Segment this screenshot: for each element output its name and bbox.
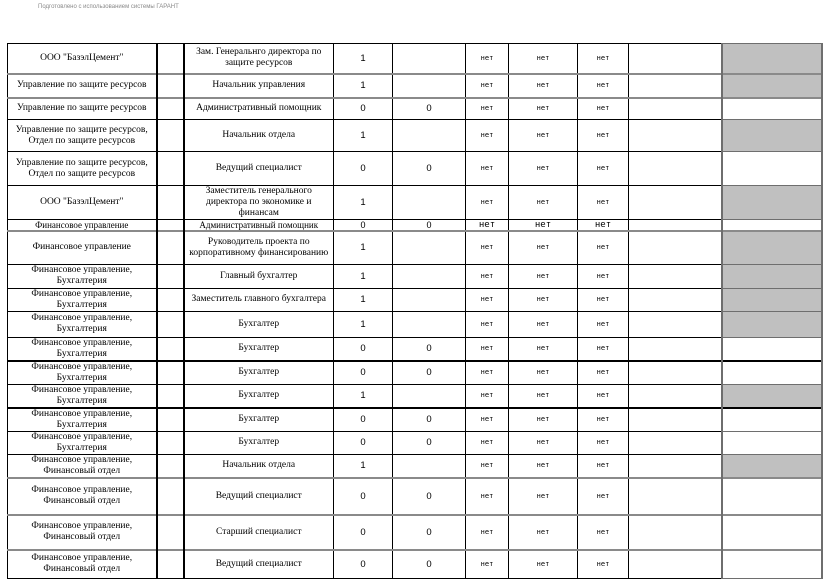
shaded-marker-cell — [722, 408, 822, 432]
flag-a-cell: нет — [466, 311, 509, 337]
flag-c-cell: нет — [578, 311, 629, 337]
department-cell: Финансовое управление, Бухгалтерия — [8, 408, 157, 432]
flag-b-cell: нет — [509, 120, 578, 152]
flag-a-cell: нет — [466, 454, 509, 478]
flag-b-cell: нет — [509, 550, 578, 579]
table-row — [8, 120, 822, 152]
position-cell: Старший специалист — [184, 515, 334, 550]
table-row — [8, 220, 822, 232]
table-row — [8, 361, 822, 385]
shaded-marker-cell — [722, 264, 822, 288]
vacancy-cell — [393, 74, 466, 98]
note-cell — [629, 152, 722, 186]
shaded-marker-cell — [722, 186, 822, 220]
table-row — [8, 337, 822, 361]
position-cell: Бухгалтер — [184, 361, 334, 385]
staffing-table — [7, 43, 823, 579]
shaded-marker-cell — [722, 98, 822, 120]
table-row — [8, 98, 822, 120]
vacancy-cell — [393, 288, 466, 311]
table-row — [8, 264, 822, 288]
flag-c-cell: нет — [578, 98, 629, 120]
department-cell: Финансовое управление, Бухгалтерия — [8, 311, 157, 337]
note-cell — [629, 288, 722, 311]
flag-b-cell: нет — [509, 44, 578, 74]
flag-b-cell: нет — [509, 74, 578, 98]
staff-count-cell: 1 — [334, 74, 393, 98]
department-cell: Финансовое управление — [8, 220, 157, 232]
shaded-marker-cell — [722, 152, 822, 186]
note-cell — [629, 408, 722, 432]
department-cell: Финансовое управление, Бухгалтерия — [8, 361, 157, 385]
vacancy-cell — [393, 44, 466, 74]
table-row — [8, 152, 822, 186]
blank-cell — [157, 454, 184, 478]
flag-b-cell: нет — [509, 231, 578, 264]
staff-count-cell: 0 — [334, 337, 393, 361]
flag-c-cell: нет — [578, 186, 629, 220]
blank-cell — [157, 186, 184, 220]
flag-c-cell: нет — [578, 288, 629, 311]
staff-count-cell: 0 — [334, 515, 393, 550]
flag-b-cell: нет — [509, 264, 578, 288]
department-cell: Управление по защите ресурсов, Отдел по защите ресурсов — [8, 152, 157, 186]
note-cell — [629, 220, 722, 232]
flag-a-cell: нет — [466, 408, 509, 432]
flag-c-cell: нет — [578, 231, 629, 264]
staff-count-cell: 1 — [334, 311, 393, 337]
note-cell — [629, 361, 722, 385]
flag-a-cell: нет — [466, 431, 509, 454]
flag-b-cell: нет — [509, 384, 578, 408]
flag-b-cell: нет — [509, 186, 578, 220]
shaded-marker-cell — [722, 515, 822, 550]
flag-b-cell: нет — [509, 431, 578, 454]
staff-count-cell: 0 — [334, 220, 393, 232]
staff-count-cell: 1 — [334, 288, 393, 311]
note-cell — [629, 515, 722, 550]
blank-cell — [157, 515, 184, 550]
vacancy-cell — [393, 231, 466, 264]
shaded-marker-cell — [722, 44, 822, 74]
flag-b-cell: нет — [509, 220, 578, 232]
department-cell: Управление по защите ресурсов — [8, 74, 157, 98]
shaded-marker-cell — [722, 361, 822, 385]
position-cell: Бухгалтер — [184, 384, 334, 408]
flag-a-cell: нет — [466, 74, 509, 98]
vacancy-cell: 0 — [393, 431, 466, 454]
department-cell: Управление по защите ресурсов, Отдел по защите ресурсов — [8, 120, 157, 152]
flag-b-cell: нет — [509, 311, 578, 337]
vacancy-cell — [393, 264, 466, 288]
flag-c-cell: нет — [578, 384, 629, 408]
department-cell: ООО "БазэлЦемент" — [8, 186, 157, 220]
blank-cell — [157, 431, 184, 454]
staff-count-cell: 0 — [334, 478, 393, 515]
vacancy-cell: 0 — [393, 152, 466, 186]
vacancy-cell — [393, 311, 466, 337]
flag-b-cell: нет — [509, 288, 578, 311]
department-cell: Финансовое управление — [8, 231, 157, 264]
blank-cell — [157, 288, 184, 311]
table-row — [8, 186, 822, 220]
flag-b-cell: нет — [509, 337, 578, 361]
staff-count-cell: 1 — [334, 384, 393, 408]
flag-a-cell: нет — [466, 337, 509, 361]
table-row — [8, 384, 822, 408]
staff-count-cell: 0 — [334, 550, 393, 579]
flag-b-cell: нет — [509, 478, 578, 515]
staff-count-cell: 1 — [334, 454, 393, 478]
note-cell — [629, 120, 722, 152]
note-cell — [629, 550, 722, 579]
shaded-marker-cell — [722, 384, 822, 408]
vacancy-cell: 0 — [393, 515, 466, 550]
vacancy-cell: 0 — [393, 220, 466, 232]
position-cell: Начальник отдела — [184, 454, 334, 478]
flag-a-cell: нет — [466, 550, 509, 579]
vacancy-cell: 0 — [393, 361, 466, 385]
vacancy-cell: 0 — [393, 478, 466, 515]
blank-cell — [157, 478, 184, 515]
flag-a-cell: нет — [466, 98, 509, 120]
flag-a-cell: нет — [466, 384, 509, 408]
table-row — [8, 311, 822, 337]
department-cell: Финансовое управление, Бухгалтерия — [8, 384, 157, 408]
flag-c-cell: нет — [578, 44, 629, 74]
flag-c-cell: нет — [578, 337, 629, 361]
department-cell: Финансовое управление, Финансовый отдел — [8, 550, 157, 579]
flag-a-cell: нет — [466, 515, 509, 550]
department-cell: Управление по защите ресурсов — [8, 98, 157, 120]
note-cell — [629, 186, 722, 220]
table-row — [8, 550, 822, 579]
flag-c-cell: нет — [578, 431, 629, 454]
position-cell: Заместитель генерального директора по экономике и финансам — [184, 186, 334, 220]
shaded-marker-cell — [722, 220, 822, 232]
blank-cell — [157, 231, 184, 264]
flag-b-cell: нет — [509, 408, 578, 432]
vacancy-cell: 0 — [393, 98, 466, 120]
position-cell: Зам. Генеральнго директора по защите ресурсов — [184, 44, 334, 74]
shaded-marker-cell — [722, 454, 822, 478]
shaded-marker-cell — [722, 288, 822, 311]
staff-count-cell: 1 — [334, 264, 393, 288]
flag-b-cell: нет — [509, 152, 578, 186]
flag-c-cell: нет — [578, 550, 629, 579]
position-cell: Бухгалтер — [184, 337, 334, 361]
flag-a-cell: нет — [466, 264, 509, 288]
department-cell: Финансовое управление, Финансовый отдел — [8, 454, 157, 478]
blank-cell — [157, 337, 184, 361]
flag-a-cell: нет — [466, 220, 509, 232]
blank-cell — [157, 98, 184, 120]
staff-count-cell: 1 — [334, 231, 393, 264]
flag-a-cell: нет — [466, 152, 509, 186]
flag-a-cell: нет — [466, 478, 509, 515]
vacancy-cell — [393, 120, 466, 152]
flag-a-cell: нет — [466, 231, 509, 264]
table-row — [8, 74, 822, 98]
position-cell: Ведущий специалист — [184, 152, 334, 186]
shaded-marker-cell — [722, 74, 822, 98]
vacancy-cell: 0 — [393, 337, 466, 361]
table-row — [8, 454, 822, 478]
position-cell: Руководитель проекта по корпоративному финансированию — [184, 231, 334, 264]
flag-c-cell: нет — [578, 74, 629, 98]
flag-c-cell: нет — [578, 152, 629, 186]
position-cell: Административный помощник — [184, 98, 334, 120]
note-cell — [629, 231, 722, 264]
blank-cell — [157, 361, 184, 385]
flag-b-cell: нет — [509, 361, 578, 385]
department-cell: Финансовое управление, Финансовый отдел — [8, 515, 157, 550]
blank-cell — [157, 550, 184, 579]
staff-count-cell: 1 — [334, 120, 393, 152]
blank-cell — [157, 120, 184, 152]
flag-b-cell: нет — [509, 98, 578, 120]
garant-footer-note: Подготовлено с использованием системы ГАРАНТ — [38, 4, 179, 10]
position-cell: Ведущий специалист — [184, 478, 334, 515]
shaded-marker-cell — [722, 311, 822, 337]
table-row — [8, 478, 822, 515]
staff-count-cell: 1 — [334, 44, 393, 74]
department-cell: Финансовое управление, Финансовый отдел — [8, 478, 157, 515]
position-cell: Ведущий специалист — [184, 550, 334, 579]
blank-cell — [157, 152, 184, 186]
flag-b-cell: нет — [509, 515, 578, 550]
blank-cell — [157, 44, 184, 74]
table-row — [8, 288, 822, 311]
note-cell — [629, 44, 722, 74]
flag-c-cell: нет — [578, 361, 629, 385]
vacancy-cell — [393, 186, 466, 220]
flag-c-cell: нет — [578, 264, 629, 288]
shaded-marker-cell — [722, 337, 822, 361]
flag-c-cell: нет — [578, 478, 629, 515]
shaded-marker-cell — [722, 478, 822, 515]
blank-cell — [157, 408, 184, 432]
vacancy-cell: 0 — [393, 550, 466, 579]
flag-b-cell: нет — [509, 454, 578, 478]
vacancy-cell — [393, 454, 466, 478]
staff-count-cell: 1 — [334, 186, 393, 220]
flag-c-cell: нет — [578, 515, 629, 550]
note-cell — [629, 264, 722, 288]
blank-cell — [157, 220, 184, 232]
staff-count-cell: 0 — [334, 152, 393, 186]
flag-a-cell: нет — [466, 361, 509, 385]
staff-count-cell: 0 — [334, 431, 393, 454]
note-cell — [629, 74, 722, 98]
flag-a-cell: нет — [466, 288, 509, 311]
note-cell — [629, 311, 722, 337]
table-row — [8, 515, 822, 550]
position-cell: Бухгалтер — [184, 311, 334, 337]
position-cell: Начальник отдела — [184, 120, 334, 152]
position-cell: Административный помощник — [184, 220, 334, 232]
position-cell: Главный бухгалтер — [184, 264, 334, 288]
department-cell: Финансовое управление, Бухгалтерия — [8, 264, 157, 288]
blank-cell — [157, 264, 184, 288]
note-cell — [629, 98, 722, 120]
table-row — [8, 408, 822, 432]
position-cell: Бухгалтер — [184, 408, 334, 432]
shaded-marker-cell — [722, 231, 822, 264]
note-cell — [629, 384, 722, 408]
flag-c-cell: нет — [578, 408, 629, 432]
note-cell — [629, 431, 722, 454]
shaded-marker-cell — [722, 431, 822, 454]
shaded-marker-cell — [722, 550, 822, 579]
table-row — [8, 231, 822, 264]
shaded-marker-cell — [722, 120, 822, 152]
flag-c-cell: нет — [578, 454, 629, 478]
flag-a-cell: нет — [466, 120, 509, 152]
note-cell — [629, 337, 722, 361]
department-cell: ООО "БазэлЦемент" — [8, 44, 157, 74]
flag-c-cell: нет — [578, 220, 629, 232]
table-row — [8, 44, 822, 74]
flag-a-cell: нет — [466, 186, 509, 220]
blank-cell — [157, 384, 184, 408]
blank-cell — [157, 74, 184, 98]
position-cell: Начальник управления — [184, 74, 334, 98]
note-cell — [629, 478, 722, 515]
department-cell: Финансовое управление, Бухгалтерия — [8, 337, 157, 361]
vacancy-cell — [393, 384, 466, 408]
department-cell: Финансовое управление, Бухгалтерия — [8, 288, 157, 311]
note-cell — [629, 454, 722, 478]
staff-count-cell: 0 — [334, 408, 393, 432]
position-cell: Бухгалтер — [184, 431, 334, 454]
staff-count-cell: 0 — [334, 98, 393, 120]
blank-cell — [157, 311, 184, 337]
department-cell: Финансовое управление, Бухгалтерия — [8, 431, 157, 454]
table-row — [8, 431, 822, 454]
flag-a-cell: нет — [466, 44, 509, 74]
staff-count-cell: 0 — [334, 361, 393, 385]
vacancy-cell: 0 — [393, 408, 466, 432]
position-cell: Заместитель главного бухгалтера — [184, 288, 334, 311]
flag-c-cell: нет — [578, 120, 629, 152]
